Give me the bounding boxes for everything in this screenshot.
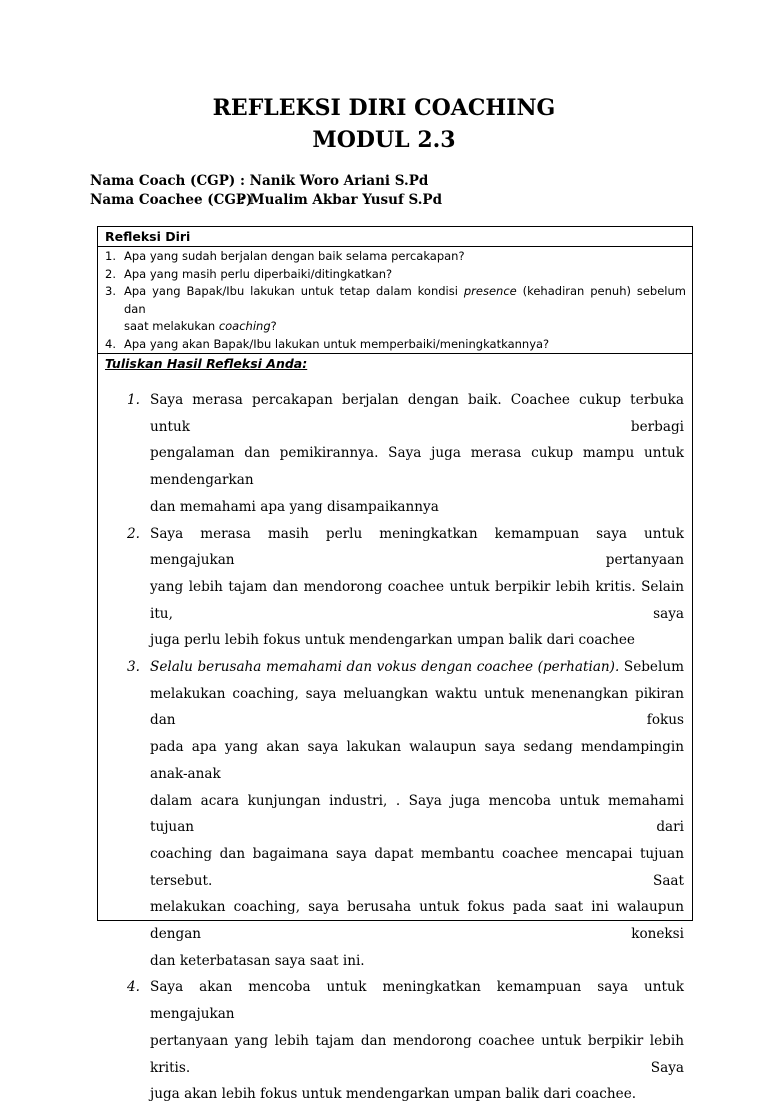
answer-text: Sebelum [623, 659, 684, 676]
answer-number: 3. [127, 659, 140, 676]
question-number: 2. [105, 266, 116, 281]
question-text-line [124, 283, 686, 318]
question-text: Apa yang akan Bapak/Ibu lakukan untuk memperbaiki/meningkatkannya? [124, 336, 550, 351]
coach-value: : Nanik Woro Ariani S.Pd [240, 173, 429, 189]
question-number: 3. [105, 284, 116, 299]
answer-line: yang lebih tajam dan mendorong coachee untuk berpikir lebih kritis. Selain itu, saya [150, 578, 684, 622]
answer-emphasis: Selalu berusaha memahami dan vokus dengan coachee (perhatian). [150, 659, 620, 676]
answer-number: 4. [127, 979, 140, 996]
answer-line: pengalaman dan pemikirannya. Saya juga merasa cukup mampu untuk mendengarkan [150, 445, 684, 489]
question-text-line [124, 318, 686, 336]
question-number: 4. [105, 336, 116, 351]
question-item [105, 248, 686, 266]
coach-label: Nama Coach (CGP) [90, 173, 236, 189]
answer-item [98, 654, 692, 974]
reflection-box [97, 226, 693, 1103]
coachee-row [90, 191, 442, 210]
answer-item [98, 387, 692, 521]
document-subtitle: MODUL 2.3 [312, 127, 456, 153]
question-text: saat melakukan [124, 319, 216, 334]
question-text: ? [270, 319, 277, 334]
question-text: Apa yang Bapak/Ibu lakukan untuk tetap dalam kondisi [124, 284, 458, 299]
question-item [105, 336, 686, 354]
answer-number: 2. [127, 525, 140, 542]
question-text: Apa yang masih perlu diperbaiki/ditingkatkan? [124, 266, 393, 281]
results-heading: Tuliskan Hasil Refleksi Anda: [105, 356, 308, 371]
answer-line: juga akan lebih fokus untuk mendengarkan umpan balik dari coachee. [150, 1086, 637, 1103]
answer-line: dalam acara kunjungan industri, . Saya juga mencoba untuk memahami tujuan dari [150, 792, 684, 836]
question-emphasis: presence [463, 284, 517, 299]
answer-number: 1. [127, 392, 140, 408]
answer-line [150, 654, 684, 681]
question-emphasis: coaching [218, 319, 271, 334]
answer-item [98, 521, 692, 655]
answer-line: Saya merasa masih perlu meningkatkan kemampuan saya untuk mengajukan pertanyaan [150, 525, 684, 569]
answer-line: pada apa yang akan saya lakukan walaupun saya sedang mendampingin anak-anak [150, 739, 684, 782]
question-text: Apa yang sudah berjalan dengan baik selama percakapan? [124, 249, 465, 263]
question-item [105, 266, 686, 284]
document-title: REFLEKSI DIRI COACHING [212, 95, 556, 121]
answer-line: melakukan coaching, saya meluangkan waktu untuk menenangkan pikiran dan fokus [150, 685, 684, 729]
coach-row [90, 172, 428, 191]
answer-list [98, 387, 692, 1108]
answer-line: melakukan coaching, saya berusaha untuk fokus pada saat ini walaupun dengan koneksi [150, 899, 684, 943]
question-item [105, 283, 686, 336]
answer-line: Saya akan mencoba untuk meningkatkan kemampuan saya untuk mengajukan [150, 979, 684, 1023]
answer-line: juga perlu lebih fokus untuk mendengarkan umpan balik dari coachee [150, 632, 635, 649]
answer-line: dan memahami apa yang disampaikannya [150, 498, 439, 515]
question-number: 1. [105, 249, 116, 263]
answer-item [98, 974, 692, 1108]
reflection-header: Refleksi Diri [98, 227, 692, 247]
answer-line: dan keterbatasan saya saat ini. [150, 952, 365, 969]
answer-line: Saya merasa percakapan berjalan dengan baik. Coachee cukup terbuka untuk berbagi [150, 392, 684, 435]
coachee-label: Nama Coachee (CGP) [90, 192, 253, 208]
question-list [98, 247, 692, 354]
question-text: (kehadiran penuh) sebelum dan [124, 284, 686, 316]
answer-line: coaching dan bagaimana saya dapat membantu coachee mencapai tujuan tersebut. Saat [150, 845, 684, 889]
answer-line: pertanyaan yang lebih tajam dan mendorong coachee untuk berpikir lebih kritis. Saya [150, 1032, 684, 1076]
coachee-value: : Mualim Akbar Yusuf S.Pd [240, 192, 443, 208]
